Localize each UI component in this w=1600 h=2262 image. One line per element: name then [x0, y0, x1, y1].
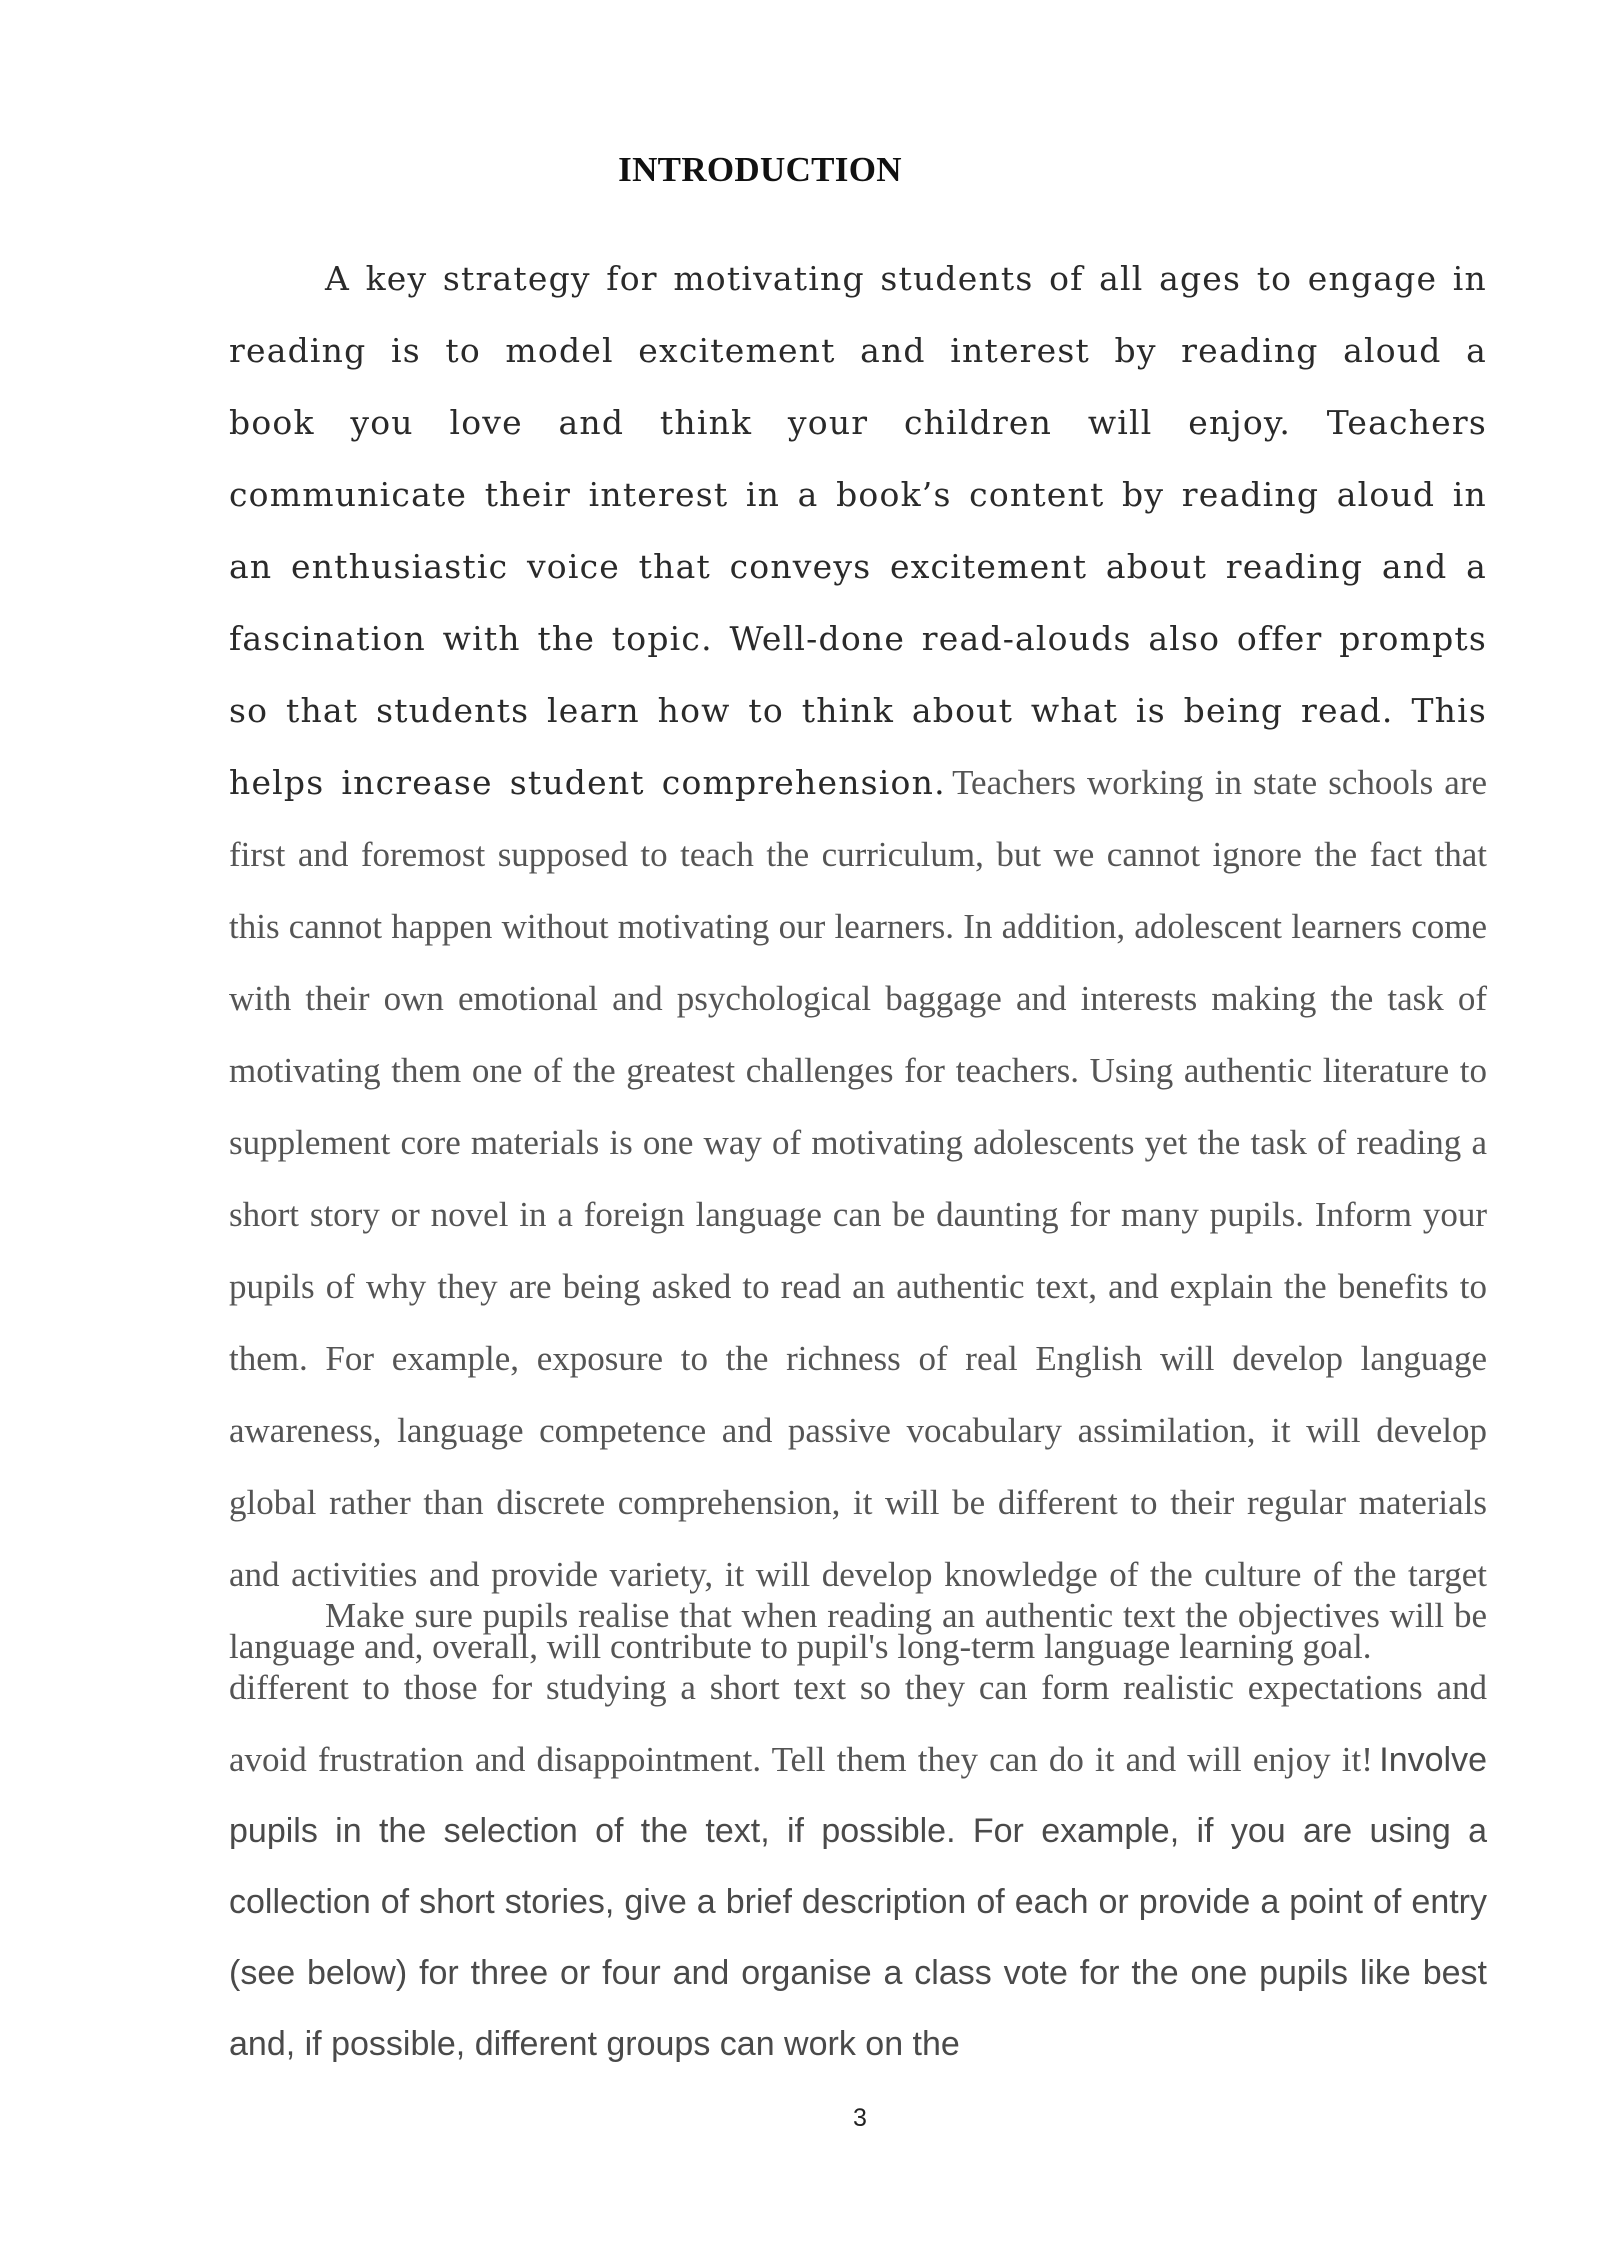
paragraph-2 — [229, 1583, 1487, 2083]
paragraph-1-segment-b: Teachers working in state schools are first and foremost supposed to teach the curriculum, but we cannot ignore the fact that this cannot happen without motivating our learners. In addition, adolescent learners come with their own emotional and psychological baggage and interests making the task of motivating them one of the greatest challenges for teachers. Using authentic literature to supplement core materials is one way of motivating adolescents yet the task of reading a short story or novel in a foreign language can be daunting for many pupils. Inform your pupils of why they are being asked to read an authentic text, and explain the benefits to them. For example, exposure to the richness of real English will develop language awareness, language competence and passive vocabulary assimilation, it will develop global rather than discrete comprehension, it will be different to their regular materials and activities and provide variety, it will develop knowledge of the culture of the target language and, overall, will contribute to pupil's long-term language learning goal. — [229, 763, 1488, 1666]
paragraph-1 — [229, 246, 1487, 1686]
paragraph-2-segment-a: Make sure pupils realise that when reading an authentic text the objectives will be different to those for studying a short text so they can form realistic expectations and avoid frustration and disappointment. Tell them they can do it and will enjoy it! — [229, 1596, 1487, 1779]
paragraph-1-segment-a: A key strategy for motivating students of all ages to engage in reading is to model excitement and interest by reading aloud a book you love and think your children will enjoy. Teachers communicate their interest in a book’s content by reading aloud in an enthusiastic voice that conveys excitement about reading and a fascination with the topic. Well-done read-alouds also offer prompts so that students learn how to think about what is being read. This helps increase student comprehension. — [229, 259, 1487, 802]
paragraph-2-segment-b: Involve pupils in the selection of the text, if possible. For example, if you are using a collection of short stories, give a brief description of each or provide a point of entry (see below) for three or four and organise a class vote for the one pupils like best and, if possible, different groups can work on the — [229, 1741, 1487, 2063]
page-number: 3 — [853, 2104, 867, 2132]
page-title: INTRODUCTION — [618, 150, 902, 189]
